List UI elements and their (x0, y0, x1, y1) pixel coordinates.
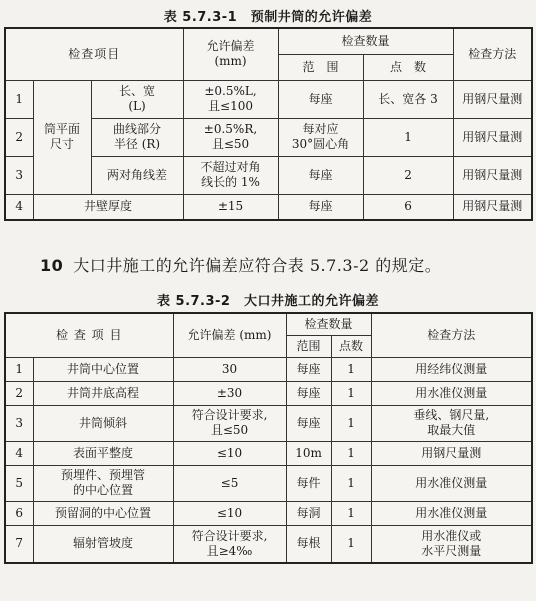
row-tolerance: ≤10 (173, 441, 286, 465)
row-number: 4 (5, 441, 33, 465)
row-item: 井筒井底高程 (33, 381, 173, 405)
row-item: 曲线部分 半径 (R) (91, 118, 183, 156)
row-scope: 每件 (286, 465, 331, 501)
row-scope: 每座 (286, 357, 331, 381)
row-number: 2 (5, 118, 33, 156)
row-scope: 每对应 30°圆心角 (278, 118, 363, 156)
row-points: 1 (331, 501, 371, 525)
row-item: 井筒中心位置 (33, 357, 173, 381)
row-points: 1 (331, 465, 371, 501)
row-tolerance: ±30 (173, 381, 286, 405)
row-tolerance: ≤5 (173, 465, 286, 501)
header-tolerance: 允许偏差 (mm) (173, 313, 286, 357)
row-number: 3 (5, 156, 33, 194)
row-item: 两对角线差 (91, 156, 183, 194)
row-scope: 每座 (286, 381, 331, 405)
header-qty: 检查数量 (278, 28, 453, 54)
row-scope: 每根 (286, 525, 331, 563)
header-qty: 检查数量 (286, 313, 371, 335)
header-item: 检 查 项 目 (5, 313, 173, 357)
row-method: 用经纬仪测量 (371, 357, 532, 381)
row-scope: 每洞 (286, 501, 331, 525)
row-tolerance: ±0.5%R, 且≤50 (183, 118, 278, 156)
header-points: 点数 (331, 335, 371, 357)
row-method: 用钢尺量测 (453, 156, 532, 194)
header-scope: 范 围 (278, 54, 363, 80)
clause-number: 10 (40, 256, 64, 275)
row-tolerance: 不超过对角 线长的 1% (183, 156, 278, 194)
row-number: 5 (5, 465, 33, 501)
row-number: 7 (5, 525, 33, 563)
row-tolerance: 符合设计要求, 且≥4‰ (173, 525, 286, 563)
row-tolerance: ±15 (183, 194, 278, 220)
row-scope: 10m (286, 441, 331, 465)
row-number: 2 (5, 381, 33, 405)
row-method: 用钢尺量测 (371, 441, 532, 465)
row-scope: 每座 (278, 156, 363, 194)
header-method: 检查方法 (371, 313, 532, 357)
group-label: 筒平面 尺寸 (33, 80, 91, 194)
row-method: 用水准仪测量 (371, 381, 532, 405)
row-method: 用水准仪测量 (371, 501, 532, 525)
row-tolerance: 符合设计要求, 且≤50 (173, 405, 286, 441)
row-number: 1 (5, 80, 33, 118)
row-number: 6 (5, 501, 33, 525)
row-method: 用水准仪测量 (371, 465, 532, 501)
row-points: 长、宽各 3 (363, 80, 453, 118)
row-method: 用钢尺量测 (453, 194, 532, 220)
row-number: 3 (5, 405, 33, 441)
row-item: 井壁厚度 (33, 194, 183, 220)
row-item: 预埋件、预埋管 的中心位置 (33, 465, 173, 501)
header-method: 检查方法 (453, 28, 532, 80)
row-method: 垂线、钢尺量, 取最大值 (371, 405, 532, 441)
row-points: 1 (331, 381, 371, 405)
row-number: 4 (5, 194, 33, 220)
row-tolerance: ±0.5%L, 且≤100 (183, 80, 278, 118)
row-item: 长、宽 (L) (91, 80, 183, 118)
header-scope: 范围 (286, 335, 331, 357)
row-points: 1 (331, 357, 371, 381)
table2-caption: 表 5.7.3-2 大口井施工的允许偏差 (157, 294, 379, 309)
row-scope: 每座 (278, 194, 363, 220)
header-tolerance (183, 28, 278, 80)
row-number: 1 (5, 357, 33, 381)
row-method: 用钢尺量测 (453, 118, 532, 156)
row-scope: 每座 (278, 80, 363, 118)
tolerance-table-large-well (4, 312, 533, 564)
row-item: 预留洞的中心位置 (33, 501, 173, 525)
row-item: 井筒倾斜 (33, 405, 173, 441)
header-item: 检查项目 (5, 28, 183, 80)
clause-text: 大口井施工的允许偏差应符合表 5.7.3-2 的规定。 (73, 256, 442, 275)
row-tolerance: ≤10 (173, 501, 286, 525)
row-tolerance: 30 (173, 357, 286, 381)
row-points: 2 (363, 156, 453, 194)
row-method: 用水准仪或 水平尺测量 (371, 525, 532, 563)
row-points: 1 (331, 525, 371, 563)
tolerance-table-precast-shaft (4, 27, 533, 221)
row-points: 1 (331, 441, 371, 465)
header-tolerance-label: 允许偏差 (206, 39, 255, 54)
row-method: 用钢尺量测 (453, 80, 532, 118)
header-tolerance-unit: (mm) (214, 54, 247, 69)
row-points: 1 (331, 405, 371, 441)
row-item: 表面平整度 (33, 441, 173, 465)
row-item: 辐射管坡度 (33, 525, 173, 563)
row-points: 1 (363, 118, 453, 156)
table1-caption: 表 5.7.3-1 预制井筒的允许偏差 (163, 10, 373, 25)
header-points: 点 数 (363, 54, 453, 80)
row-scope: 每座 (286, 405, 331, 441)
row-points: 6 (363, 194, 453, 220)
clause-10 (40, 253, 520, 276)
